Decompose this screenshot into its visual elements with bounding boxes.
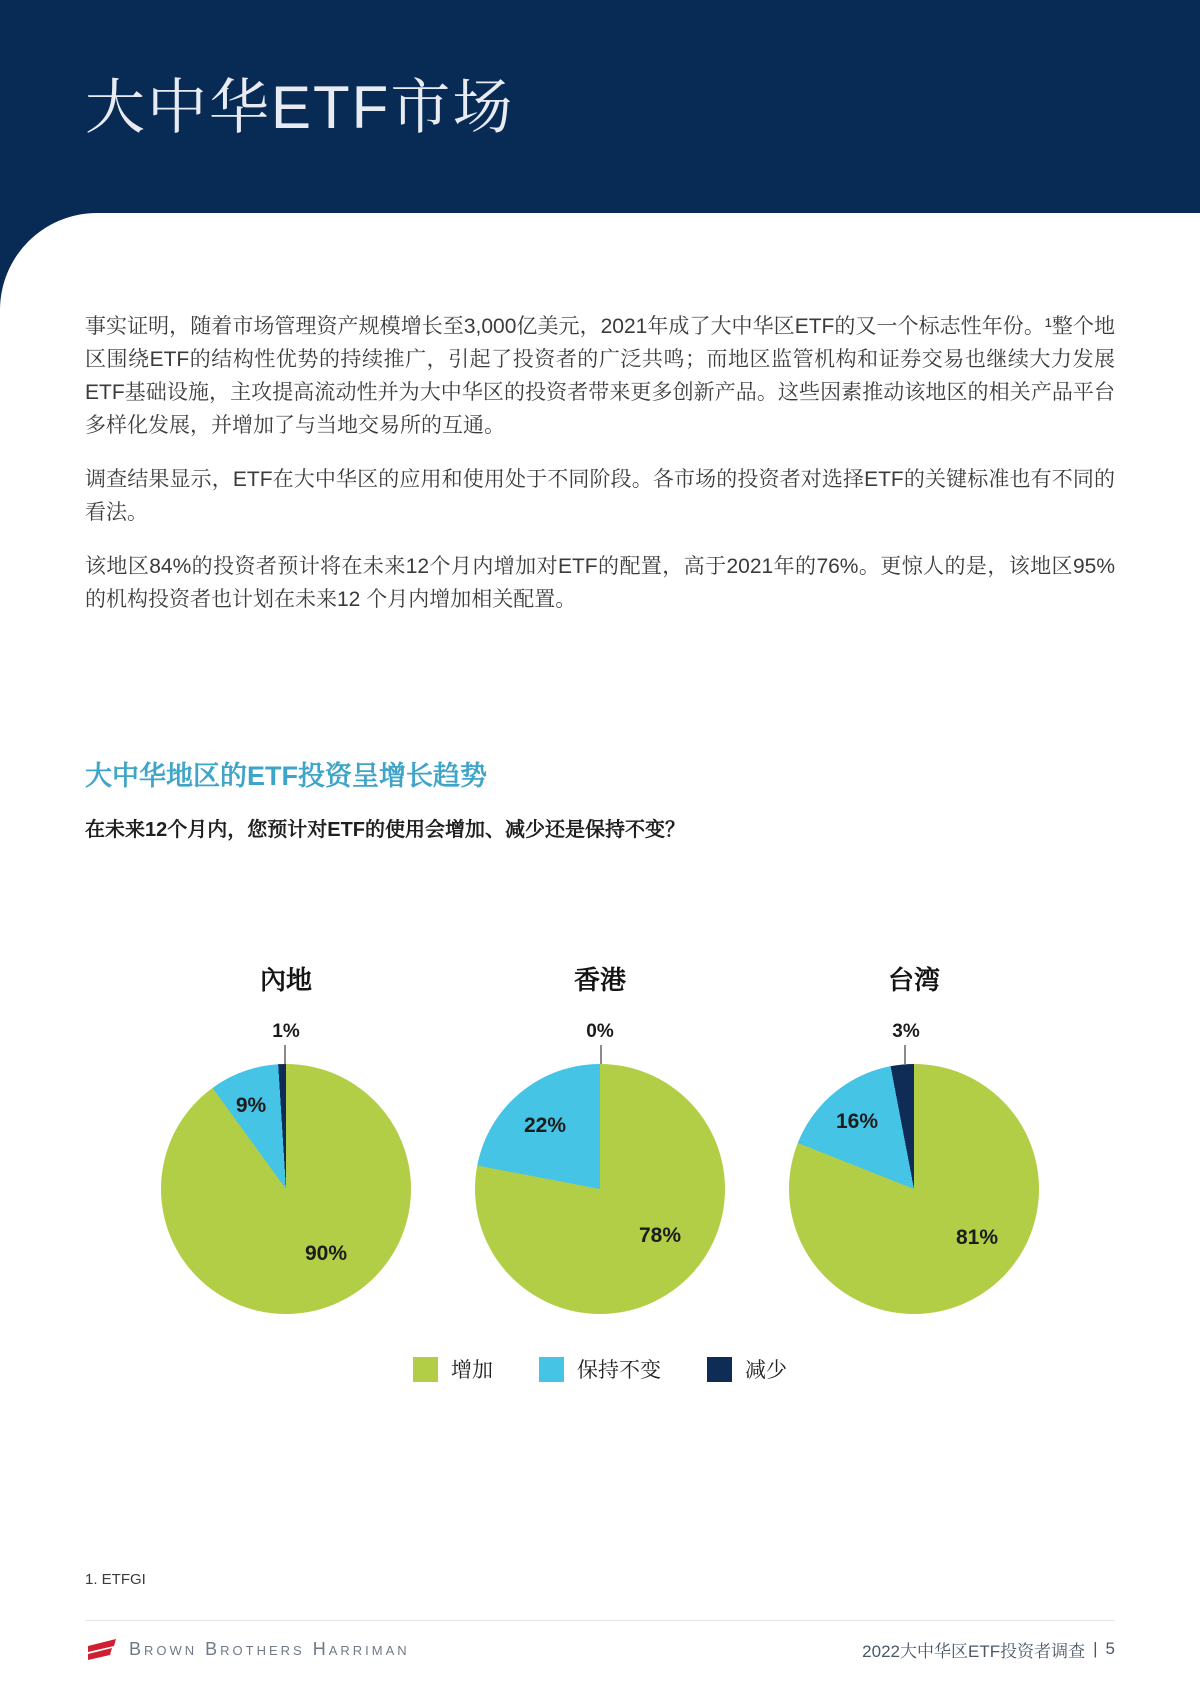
- callout-line: [284, 1045, 286, 1064]
- page-header: [0, 0, 1200, 213]
- keep-value-label: 22%: [523, 1114, 567, 1137]
- legend-item-decrease: [707, 1354, 787, 1384]
- increase-swatch: [413, 1357, 438, 1382]
- footer-page-ref: [862, 1637, 1115, 1662]
- legend-label-keep: 保持不变: [577, 1359, 661, 1382]
- pie-title-mainland: 內地: [259, 965, 312, 995]
- pie-charts-row: [85, 960, 1115, 1314]
- keep-value-label: 9%: [235, 1094, 267, 1117]
- increase-value-label: 81%: [955, 1226, 999, 1249]
- pie-title-hongkong: 香港: [573, 965, 626, 995]
- survey-question: 在未来12个月内，您预计对ETF的使用会增加、减少还是保持不变？: [85, 819, 686, 841]
- legend-item-keep: [539, 1354, 661, 1384]
- intro-paragraph-1: 事实证明，随着市场管理资产规模增长至3,000亿美元，2021年成了大中华区ETF的又一个标志性年份。¹整个地区围绕ETF的结构性优势的持续推广，引起了投资者的广泛共鸣；而地区监管机构和证券交易也继续大力发展ETF基础设施，主攻提高流动性并为大中华区的投资者带来更多创新产品。这些因素推动该地区的相关产品平台多样化发展，并增加了与当地交易所的互通。: [85, 315, 1115, 437]
- pie-wrap: [475, 1064, 725, 1314]
- callout-line: [904, 1045, 906, 1064]
- pie-mainland: [161, 1064, 411, 1314]
- footer-page-number: 5: [1105, 1639, 1115, 1658]
- decrease-value-label: 0%: [586, 1021, 614, 1042]
- section-heading: 大中华地区的ETF投资呈增长趋势: [85, 761, 487, 791]
- header-band: [0, 213, 1200, 310]
- bbh-logo: [85, 1636, 410, 1662]
- increase-value-label: 90%: [304, 1242, 348, 1265]
- pie-taiwan: [789, 1064, 1039, 1314]
- header-curve: [0, 213, 1200, 310]
- increase-value-label: 78%: [638, 1224, 682, 1247]
- pie-chart-taiwan: [788, 960, 1040, 1314]
- page-title: 大中华ETF市场: [85, 74, 515, 141]
- pie-chart-mainland: [160, 960, 412, 1314]
- pie-wrap: [161, 1064, 411, 1314]
- pie-wrap: [789, 1064, 1039, 1314]
- footer-separator: |: [1093, 1639, 1098, 1658]
- bbh-logo-text: Brown Brothers Harriman: [129, 1638, 410, 1659]
- footer-doc-label: 2022大中华区ETF投资者调查: [862, 1641, 1086, 1661]
- callout-line: [600, 1045, 602, 1064]
- decrease-swatch: [707, 1357, 732, 1382]
- pie-title-taiwan: 台湾: [887, 965, 940, 995]
- page-footer: [85, 1620, 1115, 1662]
- legend-item-increase: [413, 1354, 493, 1384]
- decrease-value-label: 3%: [892, 1021, 920, 1042]
- keep-value-label: 16%: [835, 1110, 879, 1133]
- keep-swatch: [539, 1357, 564, 1382]
- bbh-logo-icon: [85, 1636, 119, 1662]
- legend-label-increase: 增加: [451, 1359, 493, 1382]
- chart-legend: [85, 1354, 1115, 1384]
- pie-chart-hongkong: [474, 960, 726, 1314]
- decrease-value-label: 1%: [272, 1021, 300, 1042]
- intro-paragraph-2: 调查结果显示，ETF在大中华区的应用和使用处于不同阶段。各市场的投资者对选择ETF的关键标准也有不同的看法。: [85, 468, 1115, 524]
- pie-hongkong: [475, 1064, 725, 1314]
- page-content: [0, 310, 1200, 1384]
- footnote: 1. ETFGI: [85, 1571, 146, 1588]
- legend-label-decrease: 减少: [745, 1359, 787, 1382]
- intro-paragraph-3: 该地区84%的投资者预计将在未来12个月内增加对ETF的配置，高于2021年的76%。更惊人的是，该地区95%的机构投资者也计划在未来12 个月内增加相关配置。: [85, 555, 1115, 611]
